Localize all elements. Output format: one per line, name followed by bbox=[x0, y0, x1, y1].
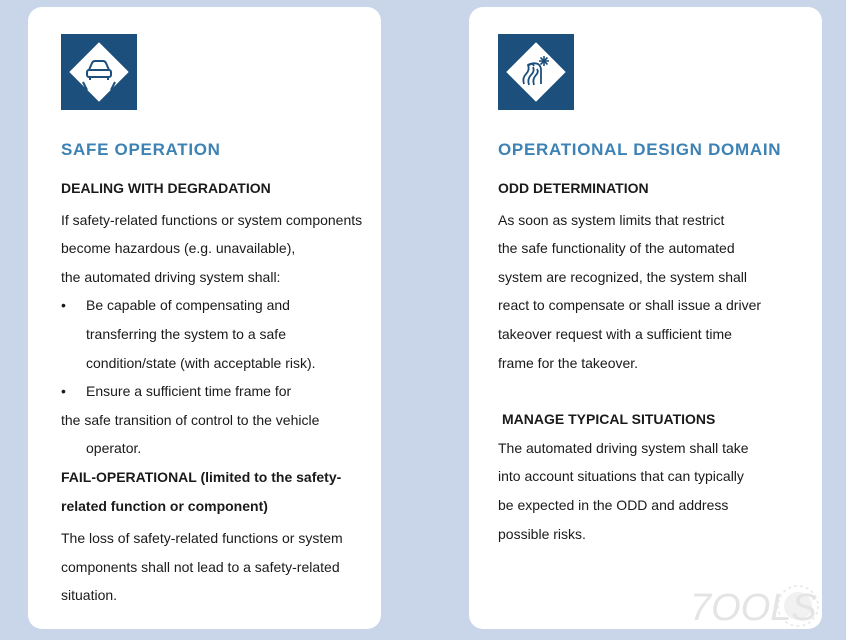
text-line: become hazardous (e.g. unavailable), bbox=[61, 240, 296, 257]
text-line: the automated driving system shall: bbox=[61, 268, 281, 285]
text-line: system are recognized, the system shall bbox=[498, 268, 747, 285]
text-line: react to compensate or shall issue a driver bbox=[498, 297, 762, 314]
text-line: transferring the system to a safe bbox=[86, 325, 286, 342]
watermark-logo bbox=[690, 580, 840, 635]
fail-operational-paragraph bbox=[61, 524, 373, 610]
text-line: the safe functionality of the automated bbox=[498, 240, 735, 257]
text-line: possible risks. bbox=[498, 525, 586, 542]
text-line: the safe transition of control to the vehicle bbox=[61, 411, 320, 428]
watermark-text: 7OOLS bbox=[690, 587, 817, 629]
list-item bbox=[61, 291, 373, 377]
vehicle-on-road-icon bbox=[61, 34, 137, 110]
text-line: Ensure a sufficient time frame for bbox=[86, 383, 292, 400]
list-item bbox=[61, 377, 373, 463]
text-line: Be capable of compensating and bbox=[86, 297, 290, 314]
bullet-marker: • bbox=[61, 297, 66, 314]
manage-situations-paragraph bbox=[498, 434, 816, 548]
text-line: situation. bbox=[61, 587, 118, 604]
card-title: OPERATIONAL DESIGN DOMAIN bbox=[498, 140, 782, 159]
section-heading: MANAGE TYPICAL SITUATIONS bbox=[502, 411, 716, 428]
section-heading: DEALING WITH DEGRADATION bbox=[61, 180, 271, 196]
safe-operation-card bbox=[28, 7, 381, 629]
text-line: related function or component) bbox=[61, 497, 268, 514]
operational-design-domain-card bbox=[469, 7, 822, 629]
bullet-list bbox=[61, 291, 373, 463]
text-line: frame for the takeover. bbox=[498, 354, 639, 371]
bullet-marker: • bbox=[61, 383, 66, 400]
text-line: FAIL-OPERATIONAL (limited to the safety- bbox=[61, 468, 342, 485]
section-heading: ODD DETERMINATION bbox=[498, 180, 649, 196]
odd-determination-paragraph bbox=[498, 206, 816, 378]
text-line: be expected in the ODD and address bbox=[498, 496, 729, 513]
text-line: condition/state (with acceptable risk). bbox=[86, 354, 316, 371]
card-content bbox=[61, 174, 373, 610]
card-title: SAFE OPERATION bbox=[61, 140, 221, 159]
intro-paragraph bbox=[61, 206, 373, 292]
text-line: If safety-related functions or system components bbox=[61, 211, 363, 228]
text-line: The loss of safety-related functions or system bbox=[61, 530, 343, 547]
card-content bbox=[498, 174, 816, 548]
slippery-road-snow-icon bbox=[498, 34, 574, 110]
text-line: The automated driving system shall take bbox=[498, 439, 749, 456]
text-line: operator. bbox=[86, 440, 142, 457]
text-line: into account situations that can typically bbox=[498, 468, 744, 485]
text-line: As soon as system limits that restrict bbox=[498, 211, 725, 228]
section-heading bbox=[61, 463, 373, 520]
text-line: components shall not lead to a safety-related bbox=[61, 558, 340, 575]
text-line: takeover request with a sufficient time bbox=[498, 325, 732, 342]
